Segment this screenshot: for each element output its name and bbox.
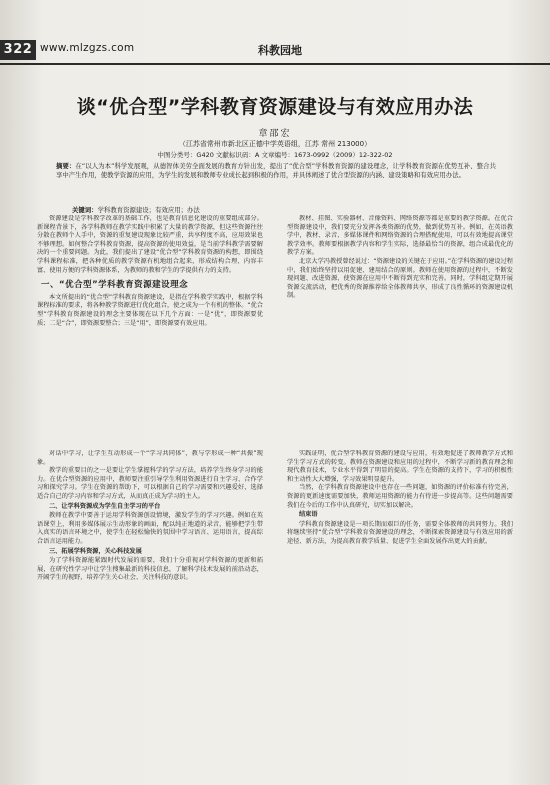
col3-paragraph-3: 教师在教学中要善于运用学科资源创设情境，激发学生的学习兴趣。例如在英语课堂上，利用多媒体展示生动形象的画面，配以纯正地道的录音，能够把学生带入真实的语言环境之中，使学生在轻松愉快的氛围中学习语言、运用语言，提高综合语言运用能力。 (37, 512, 263, 545)
col3-paragraph-4: 为了学科资源能紧跟时代发展的需要，我们十分重视对学科资源的更新和拓展，在研究性学习中让学生搜集最新的科技信息，了解科学技术发展的前沿动态，开阔学生的视野，培养学生关心社会、关注科技的意识。 (37, 557, 263, 582)
article-title: 谈“优合型”学科教育资源建设与有效应用办法 (76, 96, 474, 118)
abstract-label: 摘要： (56, 162, 76, 170)
sub-heading-2: 三、拓展学科资源，关心科技发展 (49, 547, 142, 555)
column-top-left (37, 215, 263, 448)
col4-paragraph-1: 实践证明，优合型学科教育资源的建设与应用，有效地促进了教师教学方式和学生学习方式的转变。教师在资源建设和应用的过程中，不断学习新的教育理念和现代教育技术，专业水平得到了明显的提高。学生在资源的支持下，学习的积极性和主动性大大增强，学习效果明显提升。 (287, 450, 513, 483)
abstract (56, 162, 496, 179)
keywords-label: 关键词： (72, 206, 98, 214)
section1-paragraph: 本文所提出的“优合型”学科教育资源建设，是指在学科教学实践中，根据学科课程标准的要求，将各种教学资源进行优化组合，使之成为一个有机的整体。“优合型”学科教育资源建设的理念主要体现在以下几个方面：一是“优”，即资源要优质；二是“合”，即资源要整合；三是“用”，即资源要有效应用。 (37, 293, 263, 327)
column-bottom-right (287, 450, 513, 780)
column-name: 科教园地 (258, 44, 302, 57)
column-top-right (287, 215, 513, 448)
col3-paragraph-2: 教学的重要目的之一是要让学生掌握科学的学习方法，培养学生终身学习的能力。在优合型资源的应用中，教师要注重引导学生利用资源进行自主学习、合作学习和探究学习。学生在资源的帮助下，可以根据自己的学习需要和兴趣爱好，选择适合自己的学习内容和学习方式，从而真正成为学习的主人。 (37, 467, 263, 500)
catalog-line: 中图分类号：G420 文献标识码：A 文章编号：1673-0992（2009）12-322-02 (157, 151, 393, 159)
abstract-text: 在“以人为本”科学发展观，从德智体美劳全面发展的教育方针出发，提出了“优合型”学科教育资源的建设理念，让学科教育资源在优势互补、整合共享中产生作用，使教学资源的应用，为学生的发展和教师专业成长起到积极的作用，并具体阐述了优合型资源的内涵、建设策略和有效应用办法。 (56, 162, 496, 179)
author-affiliation: （江苏省常州市新北区正德中学英语组，江苏 常州 213000） (178, 140, 372, 148)
col2-paragraph-2: 北京大学冯教授曾经说过：“资源建设的关键在于应用。”在学科资源的建设过程中，我们始终坚持以用促建、建用结合的原则。教师在使用资源的过程中，不断发现问题、改进资源，使资源在应用中不断得到充实和完善。同时，学科组定期开展资源交流活动，把优秀的资源推荐给全体教师共享，形成了良性循环的资源建设机制。 (287, 257, 513, 300)
col3-paragraph-1: 对话中学习，让学生互动形成一个“学习共同体”，教与学形成一种“共振”现象。 (37, 450, 263, 466)
col4-paragraph-2: 当然，在学科教育资源建设中也存在一些问题，如资源的评价标准有待完善，资源的更新速度需要加快，教师运用资源的能力有待进一步提高等。这些问题需要我们在今后的工作中认真研究，切实加以解决。 (287, 484, 513, 509)
article-author: 章邵宏 (258, 129, 292, 139)
column-bottom-left (37, 450, 263, 780)
keywords (72, 205, 492, 214)
keywords-text: 学科教育资源建设；有效应用；办法 (97, 206, 200, 214)
sub-heading-1: 二、让学科资源成为学生自主学习的平台 (49, 502, 161, 510)
site-url: www.mlzgzs.com (40, 42, 135, 54)
page-header (0, 38, 550, 64)
conclusion-heading: 结束语 (299, 511, 318, 519)
intro-paragraph: 资源建设是学科教学改革的基础工作，也是教育信息化建设的重要组成部分。新课程背景下，各学科教师在教学实践中积累了大量的教学资源，但这些资源往往分散在教师个人手中，资源的重复建设现象比较严重，共享程度不高，应用效果也不够理想。如何整合学科教育资源，提高资源的使用效益，是当前学科教学需要解决的一个重要问题。为此，我们提出了建设“优合型”学科教育资源的构想，即围绕学科课程标准，把各种优质的教学资源有机地组合起来，形成结构合理、内容丰富、使用方便的学科资源体系，为教师的教和学生的学提供有力的支持。 (37, 215, 263, 274)
section-heading-1: 一、“优合型”学科教育资源建设理念 (41, 280, 189, 291)
page-number: 322 (0, 40, 36, 60)
col2-paragraph-1: 教材、挂图、实验器材、音像资料、网络资源等都是重要的教学资源。在优合型资源建设中，我们要充分发挥各类资源的优势，做到优势互补。例如，在英语教学中，教材、录音、多媒体课件和网络资源的合理搭配使用，可以有效地提高课堂教学效率。教师要根据教学内容和学生实际，选择最恰当的资源，组合成最优化的教学方案。 (287, 215, 513, 257)
col4-paragraph-3: 学科教育资源建设是一项长期而艰巨的任务，需要全体教师的共同努力。我们将继续坚持“优合型”学科教育资源建设的理念，不断探索资源建设与有效应用的新途径、新方法，为提高教育教学质量、促进学生全面发展作出更大的贡献。 (287, 520, 513, 545)
header-rule (0, 63, 550, 65)
